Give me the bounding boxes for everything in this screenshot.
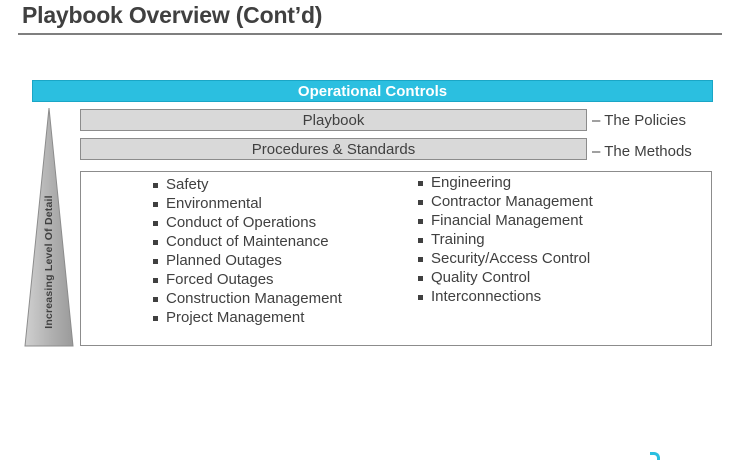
controls-list-box <box>80 171 712 346</box>
detail-axis-label: Increasing Level Of Detail <box>43 195 55 329</box>
list-item: Engineering <box>417 173 593 192</box>
right-controls-list <box>417 173 593 306</box>
operational-controls-label: Operational Controls <box>297 82 448 100</box>
list-item: Security/Access Control <box>417 249 593 268</box>
title-underline <box>18 33 722 35</box>
procedures-standards-row <box>80 138 587 160</box>
procedures-standards-label: Procedures & Standards <box>251 140 416 158</box>
playbook-row <box>80 109 587 131</box>
list-item: Quality Control <box>417 268 593 287</box>
list-item: Conduct of Maintenance <box>152 232 342 251</box>
logo-fragment <box>650 452 660 460</box>
list-item: Financial Management <box>417 211 593 230</box>
list-item: Training <box>417 230 593 249</box>
list-item: Forced Outages <box>152 270 342 289</box>
list-item: Project Management <box>152 308 342 327</box>
operational-controls-bar <box>32 80 713 102</box>
policies-note: – The Policies <box>592 112 686 129</box>
left-controls-list <box>152 175 342 327</box>
playbook-label: Playbook <box>302 111 365 129</box>
slide-title: Playbook Overview (Cont’d) <box>22 2 323 28</box>
list-item: Environmental <box>152 194 342 213</box>
methods-note: – The Methods <box>592 143 692 160</box>
list-item: Construction Management <box>152 289 342 308</box>
list-item: Contractor Management <box>417 192 593 211</box>
list-item: Planned Outages <box>152 251 342 270</box>
list-item: Conduct of Operations <box>152 213 342 232</box>
list-item: Interconnections <box>417 287 593 306</box>
list-item: Safety <box>152 175 342 194</box>
